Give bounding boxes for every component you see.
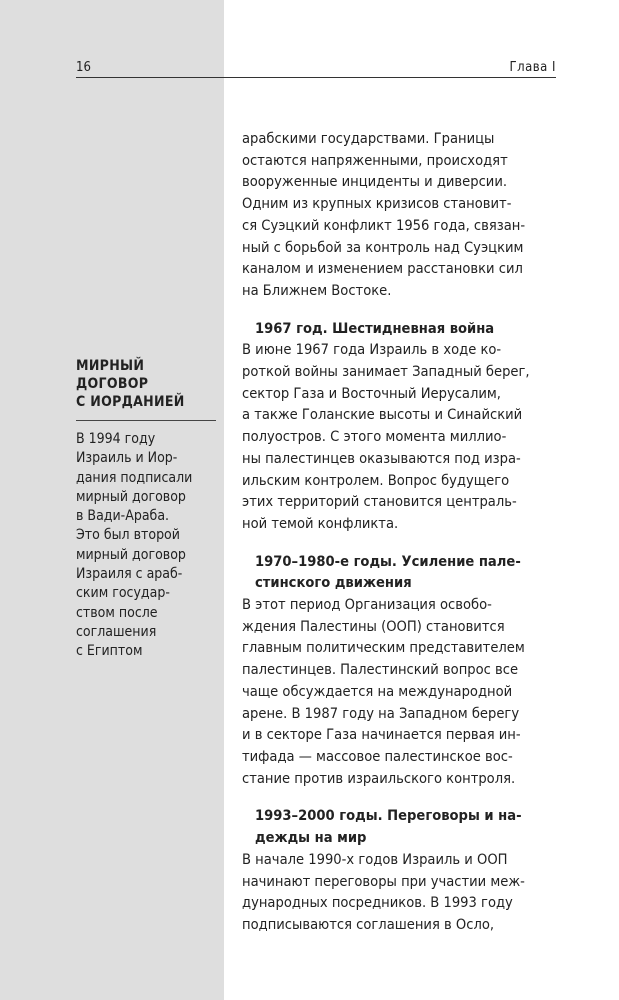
section-1993-2000 <box>242 805 553 935</box>
section-heading: 1993–2000 годы. Переговоры и на- дежды на мир <box>255 807 522 847</box>
sidebar-text: В 1994 году Израиль и Иор- дания подписали мирный договор в Вади-Араба. Это был второй мирный договор Израиля с араб- ским государ- ством после соглашения с Египтом <box>76 431 193 660</box>
section-paragraph: В этот период Организация освобо- ждения Палестины (ООП) становится главным политическим представителем палестинцев. Палестинский вопрос все чаще обсуждается на международной арене. В 1987 году на Западном берегу и в секторе Газа начинается первая ин- тифада — массовое палестинское вос- стание против израильского контроля. <box>242 596 525 787</box>
section-1967 <box>242 318 553 535</box>
section-heading: 1970–1980-е годы. Усиление пале- стинского движения <box>255 552 521 592</box>
section-heading: 1967 год. Шестидневная война <box>255 319 495 337</box>
sidebar-title: МИРНЫЙ ДОГОВОР С ИОРДАНИЕЙ <box>76 358 185 410</box>
chapter-title: Глава I <box>509 60 556 75</box>
section-paragraph: В начале 1990-х годов Израиль и ООП начинают переговоры при участии меж- дународных посредников. В 1993 году подписываются соглашения в Осло, <box>242 850 525 933</box>
page-number: 16 <box>76 60 91 75</box>
sidebar-note <box>76 357 216 662</box>
sidebar-divider <box>76 420 216 421</box>
running-header <box>76 60 556 78</box>
section-paragraph: В июне 1967 года Израиль в ходе ко- роткой войны занимает Западный берег, сектор Газа и Восточный Иерусалим, а также Голанские высоты и Синайский полуостров. С этого момента миллио- ны палестинцев оказываются под изра- ильским контролем. Вопрос будущего этих территорий становится централь- ной темой конфликта. <box>242 341 530 532</box>
intro-paragraph: арабскими государствами. Границы остаются напряженными, происходят вооруженные инциденты и диверсии. Одним из крупных кризисов становит- ся Суэцкий конфликт 1956 года, связан- ный с борьбой за контроль над Суэцким каналом и изменением расстановки сил на Ближнем Востоке. <box>242 130 526 299</box>
main-text <box>242 128 553 936</box>
section-1970-1980 <box>242 551 553 790</box>
